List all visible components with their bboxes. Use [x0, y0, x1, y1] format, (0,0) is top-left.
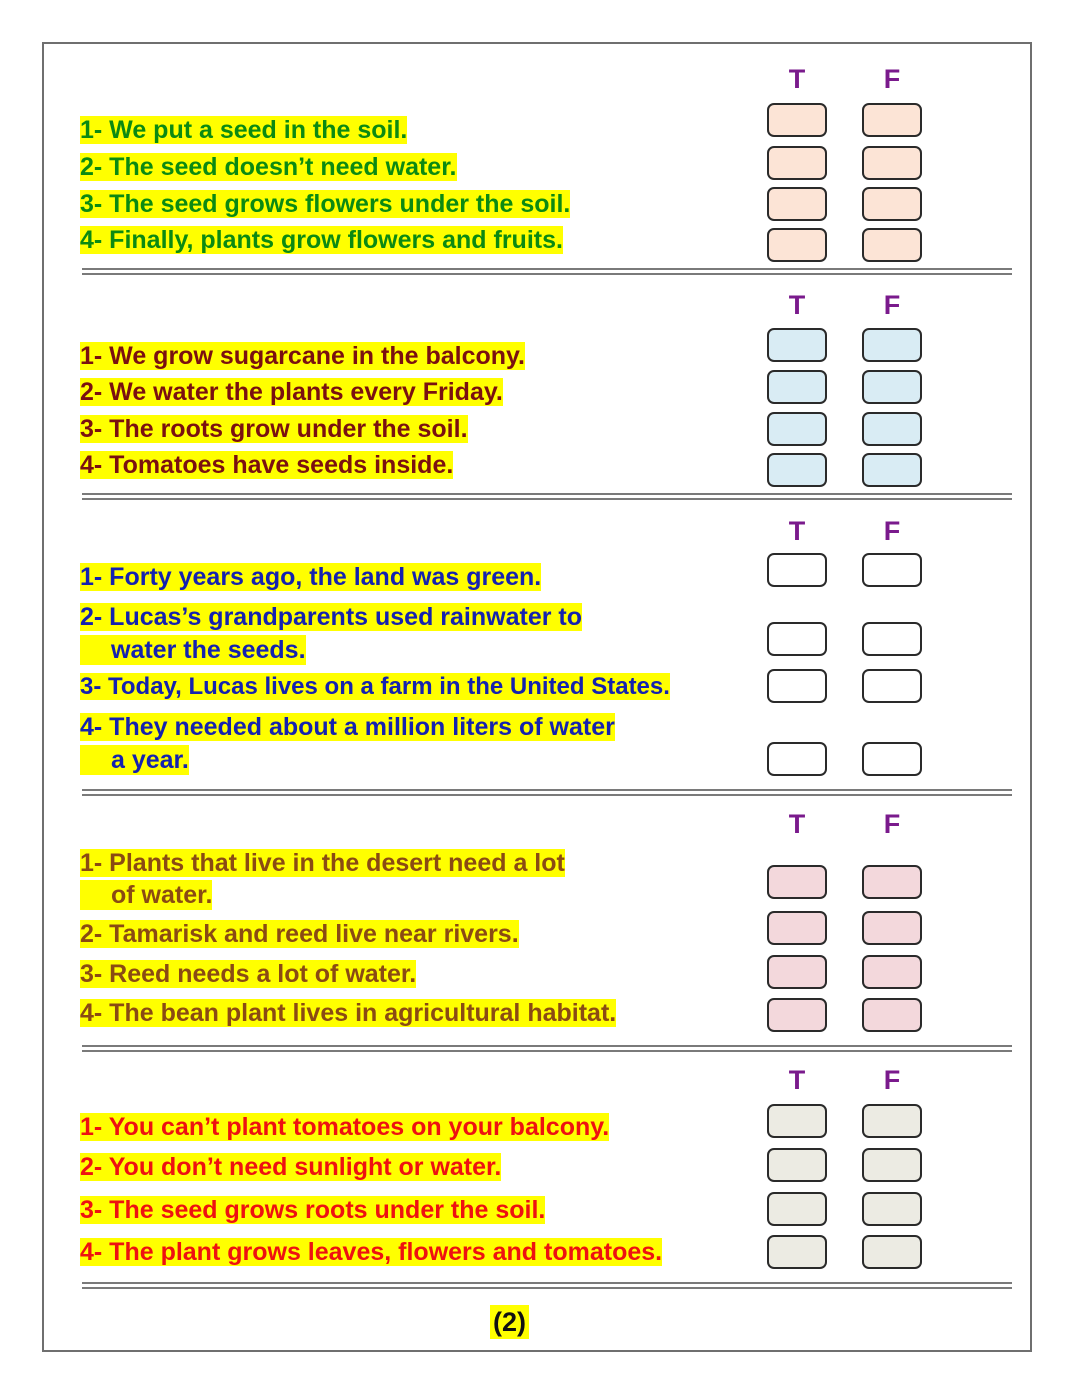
- false-checkbox[interactable]: [862, 1192, 922, 1226]
- true-checkbox[interactable]: [767, 370, 827, 404]
- true-checkbox[interactable]: [767, 412, 827, 446]
- true-checkbox[interactable]: [767, 1104, 827, 1138]
- false-checkbox[interactable]: [862, 1235, 922, 1269]
- false-checkbox[interactable]: [862, 998, 922, 1032]
- false-checkbox[interactable]: [862, 1104, 922, 1138]
- false-checkbox[interactable]: [862, 553, 922, 587]
- statement-3: 3- Reed needs a lot of water.: [80, 960, 417, 988]
- section-divider: [82, 789, 1012, 796]
- statement-4-continued: a year.: [80, 745, 189, 775]
- statement-3: 3- The roots grow under the soil.: [80, 415, 468, 443]
- true-header: T: [788, 809, 806, 839]
- statement-2-continued: water the seeds.: [80, 635, 306, 665]
- false-checkbox[interactable]: [862, 103, 922, 137]
- statement-2: 2- The seed doesn’t need water.: [80, 153, 457, 181]
- true-checkbox[interactable]: [767, 328, 827, 362]
- false-checkbox[interactable]: [862, 370, 922, 404]
- section-divider: [82, 1045, 1012, 1052]
- false-checkbox[interactable]: [862, 955, 922, 989]
- statement-2: 2- Tamarisk and reed live near rivers.: [80, 920, 519, 948]
- statement-4: 4- The plant grows leaves, flowers and tomatoes.: [80, 1238, 663, 1266]
- true-checkbox[interactable]: [767, 622, 827, 656]
- statement-1: 1- You can’t plant tomatoes on your balcony.: [80, 1113, 610, 1141]
- true-header: T: [788, 1065, 806, 1095]
- false-checkbox[interactable]: [862, 911, 922, 945]
- false-checkbox[interactable]: [862, 412, 922, 446]
- section-divider: [82, 493, 1012, 500]
- false-checkbox[interactable]: [862, 669, 922, 703]
- true-header: T: [788, 516, 806, 546]
- statement-2: 2- You don’t need sunlight or water.: [80, 1153, 502, 1181]
- true-checkbox[interactable]: [767, 998, 827, 1032]
- false-header: F: [883, 290, 901, 320]
- statement-1-continued: of water.: [80, 880, 212, 910]
- false-checkbox[interactable]: [862, 622, 922, 656]
- statement-1: 1- Forty years ago, the land was green.: [80, 563, 542, 591]
- statement-3: 3- The seed grows flowers under the soil.: [80, 190, 571, 218]
- true-checkbox[interactable]: [767, 1192, 827, 1226]
- statement-4: 4- They needed about a million liters of water: [80, 713, 615, 741]
- false-checkbox[interactable]: [862, 146, 922, 180]
- true-checkbox[interactable]: [767, 103, 827, 137]
- false-header: F: [883, 1065, 901, 1095]
- true-checkbox[interactable]: [767, 453, 827, 487]
- statement-2: 2- Lucas’s grandparents used rainwater to: [80, 603, 582, 631]
- statement-4: 4- The bean plant lives in agricultural habitat.: [80, 999, 617, 1027]
- statement-4: 4- Tomatoes have seeds inside.: [80, 451, 454, 479]
- false-header: F: [883, 516, 901, 546]
- true-header: T: [788, 64, 806, 94]
- false-checkbox[interactable]: [862, 228, 922, 262]
- statement-1: 1- Plants that live in the desert need a lot: [80, 849, 565, 877]
- false-checkbox[interactable]: [862, 865, 922, 899]
- false-header: F: [883, 64, 901, 94]
- false-checkbox[interactable]: [862, 1148, 922, 1182]
- true-checkbox[interactable]: [767, 955, 827, 989]
- section-divider: [82, 268, 1012, 275]
- true-checkbox[interactable]: [767, 1148, 827, 1182]
- statement-2: 2- We water the plants every Friday.: [80, 378, 503, 406]
- true-checkbox[interactable]: [767, 187, 827, 221]
- true-checkbox[interactable]: [767, 742, 827, 776]
- true-checkbox[interactable]: [767, 146, 827, 180]
- statement-3: 3- Today, Lucas lives on a farm in the United States.: [80, 673, 670, 700]
- true-checkbox[interactable]: [767, 911, 827, 945]
- statement-1: 1- We put a seed in the soil.: [80, 116, 408, 144]
- true-checkbox[interactable]: [767, 553, 827, 587]
- false-header: F: [883, 809, 901, 839]
- false-checkbox[interactable]: [862, 742, 922, 776]
- true-header: T: [788, 290, 806, 320]
- false-checkbox[interactable]: [862, 187, 922, 221]
- true-checkbox[interactable]: [767, 1235, 827, 1269]
- true-checkbox[interactable]: [767, 669, 827, 703]
- true-checkbox[interactable]: [767, 228, 827, 262]
- section-divider: [82, 1282, 1012, 1289]
- false-checkbox[interactable]: [862, 453, 922, 487]
- true-checkbox[interactable]: [767, 865, 827, 899]
- statement-3: 3- The seed grows roots under the soil.: [80, 1196, 546, 1224]
- statement-4: 4- Finally, plants grow flowers and fruits.: [80, 226, 563, 254]
- false-checkbox[interactable]: [862, 328, 922, 362]
- page-number: (2): [490, 1305, 529, 1339]
- statement-1: 1- We grow sugarcane in the balcony.: [80, 342, 526, 370]
